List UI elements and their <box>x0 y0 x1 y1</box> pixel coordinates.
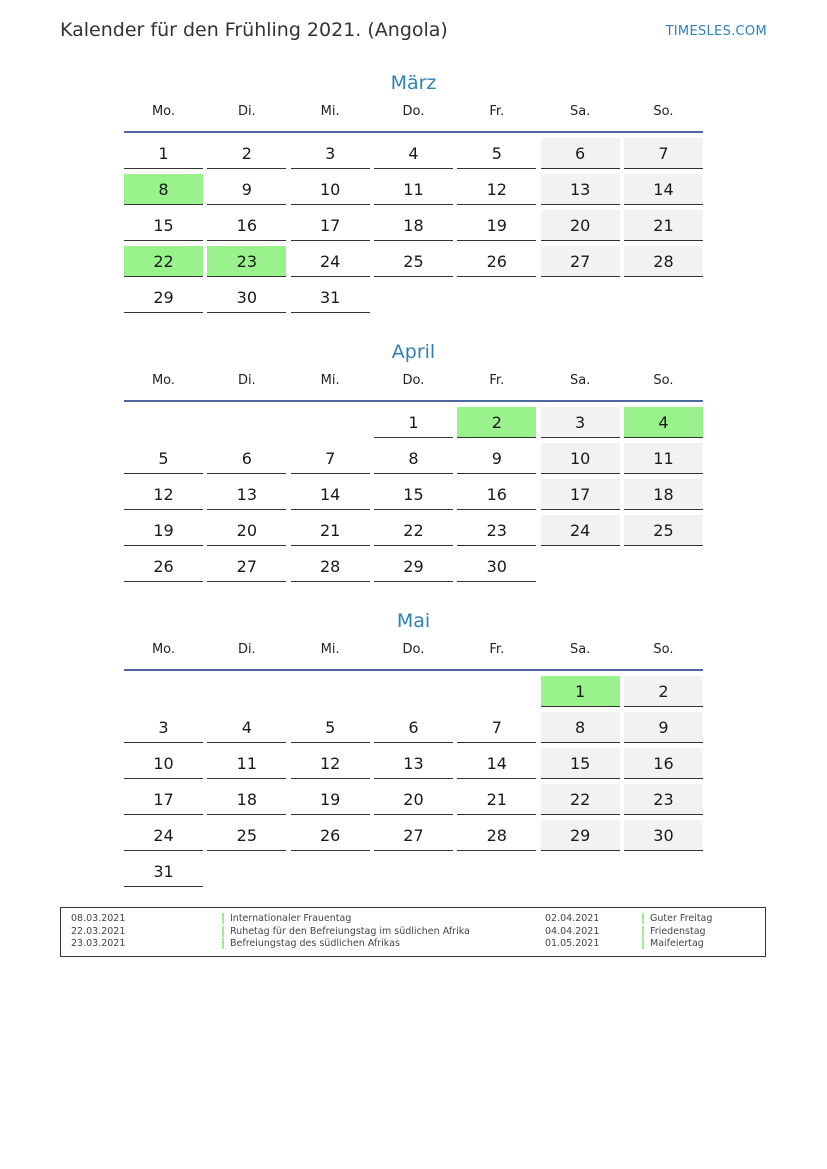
day-cell: 9 <box>457 443 536 474</box>
day-cell: 7 <box>624 138 703 169</box>
day-cell: 9 <box>207 174 286 205</box>
day-cell: 5 <box>291 712 370 743</box>
day-cell: 23 <box>624 784 703 815</box>
day-cell: 3 <box>291 138 370 169</box>
month-april <box>124 339 703 582</box>
legend-date: 04.04.2021 <box>545 926 600 937</box>
day-cell: 18 <box>374 210 453 241</box>
day-cell: 2 <box>207 138 286 169</box>
day-cell: 8 <box>374 443 453 474</box>
day-cell: 9 <box>624 712 703 743</box>
day-cell: 29 <box>541 820 620 851</box>
weekday-label: Fr. <box>489 104 505 119</box>
day-cell: 1 <box>374 407 453 438</box>
legend-color-marker <box>642 926 644 937</box>
day-cell: 22 <box>541 784 620 815</box>
day-cell: 18 <box>624 479 703 510</box>
day-cell: 12 <box>124 479 203 510</box>
day-cell: 27 <box>207 551 286 582</box>
day-cell: 21 <box>624 210 703 241</box>
day-cell: 21 <box>457 784 536 815</box>
weekday-label: So. <box>653 104 674 119</box>
day-cell: 30 <box>624 820 703 851</box>
day-cell: 12 <box>291 748 370 779</box>
day-cell: 24 <box>541 515 620 546</box>
day-cell: 21 <box>291 515 370 546</box>
day-cell: 3 <box>541 407 620 438</box>
weekday-label: Sa. <box>569 642 591 657</box>
day-cell: 7 <box>457 712 536 743</box>
legend-date: 22.03.2021 <box>71 926 126 937</box>
legend-color-marker <box>222 926 224 937</box>
weekday-header <box>124 373 703 391</box>
day-cell: 1 <box>124 138 203 169</box>
header-rule <box>124 669 703 671</box>
day-cell: 28 <box>624 246 703 277</box>
day-cell: 5 <box>457 138 536 169</box>
day-cell: 25 <box>374 246 453 277</box>
empty-cell <box>207 407 286 438</box>
day-cell: 13 <box>374 748 453 779</box>
legend-holiday-name: Maifeiertag <box>650 938 704 949</box>
weekday-label: Do. <box>402 642 425 657</box>
weekday-label: Mi. <box>320 642 340 657</box>
day-cell: 15 <box>124 210 203 241</box>
legend-color-marker <box>222 938 224 949</box>
day-cell: 7 <box>291 443 370 474</box>
weekday-label: Di. <box>237 104 256 119</box>
weekday-header <box>124 104 703 122</box>
day-cell: 15 <box>374 479 453 510</box>
weekday-label: Di. <box>237 642 256 657</box>
month-title: März <box>390 72 437 94</box>
legend-holiday-name: Guter Freitag <box>650 913 713 924</box>
day-cell: 2 <box>624 676 703 707</box>
legend-holiday-name: Internationaler Frauentag <box>230 913 352 924</box>
day-grid <box>124 138 703 313</box>
day-cell: 12 <box>457 174 536 205</box>
day-cell: 29 <box>374 551 453 582</box>
weekday-label: Sa. <box>569 104 591 119</box>
day-cell: 19 <box>124 515 203 546</box>
day-cell: 26 <box>124 551 203 582</box>
header-rule <box>124 131 703 133</box>
day-cell: 27 <box>541 246 620 277</box>
header-rule <box>124 400 703 402</box>
brand-link[interactable]: TIMESLES.COM <box>665 24 767 39</box>
legend-holiday-name: Friedenstag <box>650 926 706 937</box>
day-cell: 10 <box>291 174 370 205</box>
day-cell: 16 <box>624 748 703 779</box>
holiday-legend <box>60 907 766 957</box>
day-cell: 15 <box>541 748 620 779</box>
weekday-label: Sa. <box>569 373 591 388</box>
day-cell: 6 <box>207 443 286 474</box>
weekday-label: Do. <box>402 373 425 388</box>
weekday-label: Mi. <box>320 373 340 388</box>
weekday-label: Fr. <box>489 642 505 657</box>
day-cell: 11 <box>207 748 286 779</box>
day-cell: 19 <box>457 210 536 241</box>
day-cell: 22 <box>374 515 453 546</box>
day-cell: 23 <box>207 246 286 277</box>
day-cell: 11 <box>374 174 453 205</box>
day-grid <box>124 407 703 582</box>
empty-cell <box>124 676 203 707</box>
day-cell: 11 <box>624 443 703 474</box>
weekday-label: So. <box>653 642 674 657</box>
empty-cell <box>207 676 286 707</box>
day-cell: 26 <box>457 246 536 277</box>
month-title: April <box>391 341 436 363</box>
legend-date: 02.04.2021 <box>545 913 600 924</box>
page-title: Kalender für den Frühling 2021. (Angola) <box>60 19 448 41</box>
month-may <box>124 608 703 887</box>
day-cell: 8 <box>541 712 620 743</box>
day-cell: 23 <box>457 515 536 546</box>
day-cell: 4 <box>624 407 703 438</box>
day-cell: 25 <box>207 820 286 851</box>
day-cell: 6 <box>374 712 453 743</box>
day-grid <box>124 676 703 887</box>
day-cell: 13 <box>207 479 286 510</box>
empty-cell <box>124 407 203 438</box>
day-cell: 2 <box>457 407 536 438</box>
day-cell: 16 <box>207 210 286 241</box>
day-cell: 10 <box>541 443 620 474</box>
weekday-label: Mo. <box>151 104 176 119</box>
legend-color-marker <box>642 913 644 924</box>
legend-color-marker <box>642 938 644 949</box>
day-cell: 28 <box>457 820 536 851</box>
day-cell: 20 <box>374 784 453 815</box>
legend-holiday-name: Befreiungstag des südlichen Afrikas <box>230 938 400 949</box>
day-cell: 24 <box>124 820 203 851</box>
weekday-label: Fr. <box>489 373 505 388</box>
day-cell: 4 <box>207 712 286 743</box>
day-cell: 25 <box>624 515 703 546</box>
legend-date: 01.05.2021 <box>545 938 600 949</box>
weekday-header <box>124 642 703 660</box>
weekday-label: So. <box>653 373 674 388</box>
day-cell: 1 <box>541 676 620 707</box>
weekday-label: Mo. <box>151 642 176 657</box>
day-cell: 31 <box>124 856 203 887</box>
legend-date: 23.03.2021 <box>71 938 126 949</box>
weekday-label: Di. <box>237 373 256 388</box>
weekday-label: Mi. <box>320 104 340 119</box>
day-cell: 10 <box>124 748 203 779</box>
day-cell: 18 <box>207 784 286 815</box>
empty-cell <box>291 407 370 438</box>
day-cell: 29 <box>124 282 203 313</box>
day-cell: 24 <box>291 246 370 277</box>
day-cell: 13 <box>541 174 620 205</box>
day-cell: 26 <box>291 820 370 851</box>
day-cell: 14 <box>291 479 370 510</box>
day-cell: 5 <box>124 443 203 474</box>
day-cell: 6 <box>541 138 620 169</box>
legend-holiday-name: Ruhetag für den Befreiungstag im südlichen Afrika <box>230 926 470 937</box>
month-march <box>124 70 703 313</box>
day-cell: 14 <box>624 174 703 205</box>
day-cell: 17 <box>124 784 203 815</box>
day-cell: 3 <box>124 712 203 743</box>
empty-cell <box>374 676 453 707</box>
day-cell: 4 <box>374 138 453 169</box>
day-cell: 31 <box>291 282 370 313</box>
legend-date: 08.03.2021 <box>71 913 126 924</box>
weekday-label: Do. <box>402 104 425 119</box>
day-cell: 20 <box>541 210 620 241</box>
day-cell: 28 <box>291 551 370 582</box>
day-cell: 27 <box>374 820 453 851</box>
empty-cell <box>291 676 370 707</box>
day-cell: 22 <box>124 246 203 277</box>
empty-cell <box>457 676 536 707</box>
day-cell: 30 <box>457 551 536 582</box>
legend-color-marker <box>222 913 224 924</box>
day-cell: 14 <box>457 748 536 779</box>
weekday-label: Mo. <box>151 373 176 388</box>
day-cell: 16 <box>457 479 536 510</box>
month-title: Mai <box>396 610 431 632</box>
day-cell: 30 <box>207 282 286 313</box>
day-cell: 17 <box>291 210 370 241</box>
day-cell: 17 <box>541 479 620 510</box>
day-cell: 19 <box>291 784 370 815</box>
day-cell: 8 <box>124 174 203 205</box>
day-cell: 20 <box>207 515 286 546</box>
